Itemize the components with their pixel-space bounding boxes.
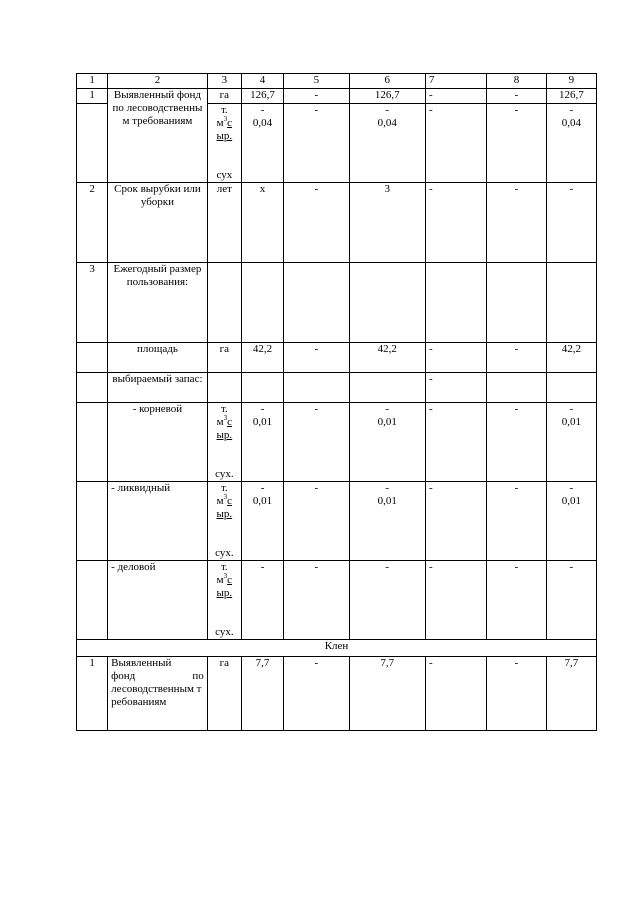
row-name: - деловой [108,561,208,640]
value-cell: - 0,01 [546,403,596,482]
row-number [77,482,108,561]
value-cell: - [425,343,486,373]
table-row [77,657,597,731]
species-row [77,640,597,657]
value-cell: - [487,403,546,482]
forest-use-table [76,73,597,731]
unit-m: м [216,117,224,129]
value-cell: - [284,657,349,731]
row-name-word: по [192,670,204,682]
value-cell: - [425,373,486,403]
value-cell: - [487,89,546,104]
value-cell: - [284,183,349,263]
value-cell: - 0,01 [241,403,283,482]
value-cell: - [284,482,349,561]
row-name: Срок вырубки или уборки [108,183,208,263]
unit-sup: 3 [223,493,228,501]
row-unit [207,104,241,183]
row-unit: га [207,657,241,731]
value-cell: - 0,01 [546,482,596,561]
table-row [77,561,597,640]
unit-yr: ыр. [216,429,233,441]
value-cell: - [425,482,486,561]
value-cell [487,373,546,403]
unit-sup: 3 [223,115,228,123]
value-cell: - 0,01 [241,482,283,561]
row-unit: га [207,89,241,104]
value-cell: 3 [349,183,425,263]
unit-sukh: сух. [215,547,234,559]
row-number: 3 [77,263,108,343]
value-cell [241,263,283,343]
row-number [77,343,108,373]
unit-sup: 3 [223,572,228,580]
row-name: площадь [108,343,208,373]
row-number: 1 [77,89,108,104]
value-cell: - [284,104,349,183]
row-number [77,403,108,482]
row-number [77,561,108,640]
row-unit [207,403,241,482]
row-name [108,657,208,731]
value-cell: - 0,04 [349,104,425,183]
row-name: - корневой [108,403,208,482]
table-row [77,343,597,373]
value-cell [487,263,546,343]
value-cell: - [425,403,486,482]
value-cell: 42,2 [546,343,596,373]
row-name: Выявленный фонд по лесоводственным требованиям [108,89,208,183]
value-cell: - [425,657,486,731]
table-row [77,482,597,561]
value-cell: - [487,561,546,640]
row-name-word: фонд [111,670,136,682]
value-cell: - 0,01 [349,403,425,482]
table-row [77,183,597,263]
header-cell: 7 [425,74,486,89]
value-cell: х [241,183,283,263]
value-cell: - [487,104,546,183]
value-cell [241,373,283,403]
value-cell [284,263,349,343]
species-label: Клен [77,640,597,657]
value-cell: - [487,482,546,561]
row-unit [207,263,241,343]
row-name: выбираемый запас: [108,373,208,403]
row-unit [207,482,241,561]
unit-c: с [227,495,232,507]
unit-m: м [216,416,224,428]
value-cell [546,373,596,403]
value-cell: 126,7 [241,89,283,104]
row-name-first: Выявленный [111,657,172,669]
row-name: Ежегодный размер пользования: [108,263,208,343]
unit-yr: ыр. [216,587,233,599]
value-cell: 7,7 [349,657,425,731]
value-cell [425,263,486,343]
value-cell: 42,2 [241,343,283,373]
value-cell: - [546,183,596,263]
value-cell: 7,7 [546,657,596,731]
unit-sukh: сух [216,169,233,181]
unit-sukh: сух. [215,468,234,480]
unit-yr: ыр. [216,130,233,142]
row-name: - ликвидный [108,482,208,561]
table-row [77,403,597,482]
table-row [77,263,597,343]
row-number [77,373,108,403]
value-cell: - [425,183,486,263]
value-cell: - [284,89,349,104]
row-number: 1 [77,657,108,731]
unit-t: т. [220,482,228,494]
value-cell: - 0,01 [349,482,425,561]
value-cell: - [425,89,486,104]
header-cell: 1 [77,74,108,89]
row-unit [207,373,241,403]
value-cell: 42,2 [349,343,425,373]
value-cell: 126,7 [349,89,425,104]
value-cell [349,373,425,403]
header-cell: 5 [284,74,349,89]
header-cell: 3 [207,74,241,89]
unit-t: т. [220,104,228,116]
unit-t: т. [220,403,228,415]
value-cell: - 0,04 [546,104,596,183]
value-cell: - [284,343,349,373]
table-row [77,373,597,403]
header-row [77,74,597,89]
value-cell: - [546,561,596,640]
value-cell: - [349,561,425,640]
row-unit: га [207,343,241,373]
value-cell: - [487,343,546,373]
value-cell: - [241,561,283,640]
value-cell: 7,7 [241,657,283,731]
row-unit [207,561,241,640]
value-cell [546,263,596,343]
row-number: 2 [77,183,108,263]
value-cell: - 0,04 [241,104,283,183]
row-name-rest: лесоводственным требованиям [111,683,202,708]
value-cell: - [284,403,349,482]
header-cell: 9 [546,74,596,89]
unit-c: с [227,416,232,428]
value-cell: - [425,561,486,640]
row-number [77,104,108,183]
value-cell: - [425,104,486,183]
header-cell: 4 [241,74,283,89]
value-cell [349,263,425,343]
unit-sukh: сух. [215,626,234,638]
row-unit: лет [207,183,241,263]
unit-sup: 3 [223,414,228,422]
value-cell: - [487,657,546,731]
table-row [77,89,597,104]
value-cell: - [487,183,546,263]
header-cell: 8 [487,74,546,89]
value-cell [284,373,349,403]
header-cell: 2 [108,74,208,89]
unit-t: т. [220,561,228,573]
value-cell: - [284,561,349,640]
unit-c: с [227,574,232,586]
unit-m: м [216,495,224,507]
unit-yr: ыр. [216,508,233,520]
unit-m: м [216,574,224,586]
header-cell: 6 [349,74,425,89]
unit-c: с [227,117,232,129]
value-cell: 126,7 [546,89,596,104]
